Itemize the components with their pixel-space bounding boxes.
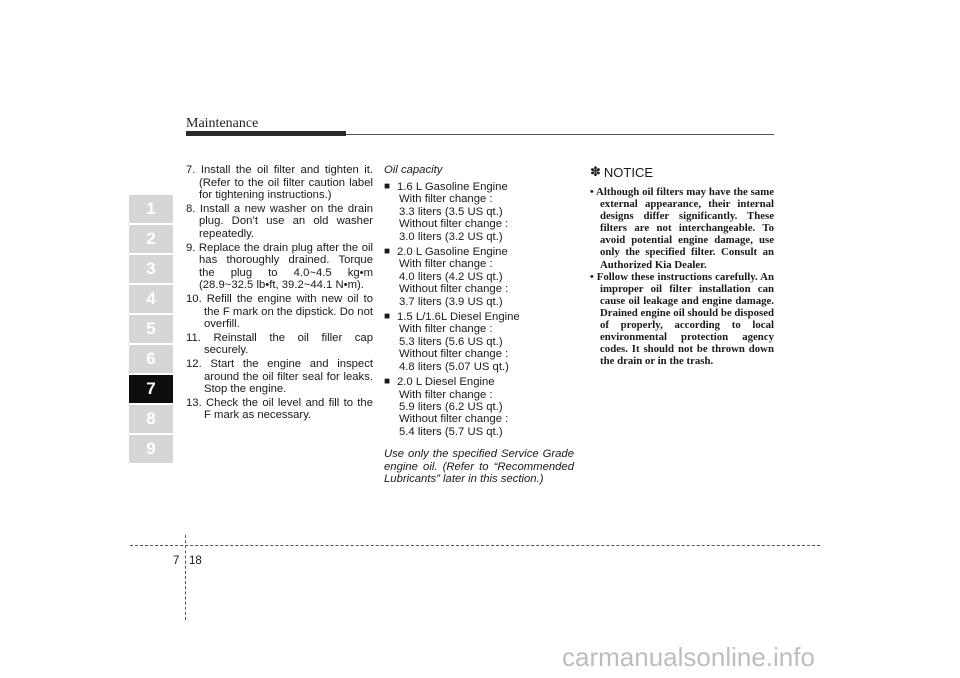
notice-item: • Although oil filters may have the same external appearance, their internal designs differ significantly. These filters are not interchangeable. To avoid potential engine damage, use only the specified filter. Consult an Authorized Kia Dealer. — [590, 186, 774, 271]
step-10: 10. Refill the engine with new oil to the F mark on the dipstick. Do not overfill. — [186, 292, 373, 331]
engine-spec — [384, 246, 574, 308]
notice-column — [590, 164, 774, 367]
page-number: 18 — [189, 555, 202, 567]
step-9: 9. Replace the drain plug after the oil has thoroughly drained. Torque the plug to 4.0~4.5 kg•m (28.9~32.5 lb•ft, 39.2~44.1 N•m). — [186, 241, 373, 292]
chapter-tab-5[interactable]: 5 — [129, 315, 173, 343]
square-bullet-icon: ■ — [384, 181, 391, 192]
step-7: 7. Install the oil filter and tighten it. (Refer to the oil filter caution label for tightening instructions.) — [186, 164, 373, 202]
spec-line: 3.3 liters (3.5 US qt.) — [399, 205, 503, 218]
engine-name: 1.6 L Gasoline Engine — [397, 181, 508, 193]
step-11: 11. Reinstall the oil filler cap securely. — [186, 331, 373, 357]
chapter-tab-1[interactable]: 1 — [129, 195, 173, 223]
chapter-tab-2[interactable]: 2 — [129, 225, 173, 253]
watermark: carmanualsonline.info — [562, 642, 815, 672]
chapter-tab-6[interactable]: 6 — [129, 345, 173, 373]
page-header-title: Maintenance — [186, 116, 259, 131]
footer-rule — [130, 545, 820, 546]
header-rule — [346, 134, 774, 135]
spec-line: Without filter change : — [399, 218, 509, 231]
oil-capacity-column — [384, 164, 574, 486]
procedure-column — [186, 164, 373, 423]
spec-line: Without filter change : — [399, 283, 509, 296]
oil-capacity-title: Oil capacity — [384, 164, 443, 176]
spec-line: 5.4 liters (5.7 US qt.) — [399, 425, 503, 438]
engine-spec — [384, 181, 574, 243]
engine-spec — [384, 311, 574, 373]
square-bullet-icon: ■ — [384, 246, 391, 258]
spec-line: 4.8 liters (5.07 US qt.) — [399, 360, 509, 373]
square-bullet-icon: ■ — [384, 376, 391, 388]
spec-line: Without filter change : — [399, 348, 509, 361]
step-8: 8. Install a new washer on the drain plug. Don’t use an old washer repeatedly. — [186, 202, 373, 240]
procedure-steps — [186, 164, 373, 422]
engine-name: 2.0 L Gasoline Engine — [397, 246, 508, 259]
chapter-tabs — [129, 195, 173, 465]
notice-icon: ✽ — [590, 164, 601, 179]
spec-line: With filter change : — [399, 258, 493, 271]
spec-line: 5.3 liters (5.6 US qt.) — [399, 335, 503, 348]
square-bullet-icon: ■ — [384, 311, 391, 323]
engine-name: 1.5 L/1.6L Diesel Engine — [397, 311, 520, 324]
step-13: 13. Check the oil level and fill to the F mark as necessary. — [186, 396, 373, 422]
notice-title: NOTICE — [603, 164, 654, 180]
spec-line: 3.0 liters (3.2 US qt.) — [399, 230, 503, 243]
chapter-tab-3[interactable]: 3 — [129, 255, 173, 283]
chapter-tab-8[interactable]: 8 — [129, 405, 173, 433]
spec-line: 4.0 liters (4.2 US qt.) — [399, 270, 503, 283]
notice-item: • Follow these instructions carefully. An improper oil filter installation can cause oil leakage and engine damage. Drained engine oil should be disposed of properly, according to local environmental protection agency codes. It should not be thrown down the drain or in the trash. — [590, 270, 774, 368]
spec-line: With filter change : — [399, 193, 493, 206]
header-bar — [186, 131, 346, 136]
oil-grade-note: Use only the specified Service Grade engine oil. (Refer to “Recommended Lubricants” later in this section.) — [384, 448, 574, 486]
chapter-tab-4[interactable]: 4 — [129, 285, 173, 313]
page-section-number: 7 — [173, 555, 180, 567]
step-12: 12. Start the engine and inspect around the oil filter seal for leaks. Stop the engine. — [186, 357, 373, 396]
spec-line: With filter change : — [399, 388, 493, 401]
engine-name: 2.0 L Diesel Engine — [397, 376, 495, 389]
chapter-tab-7-active[interactable]: 7 — [129, 375, 173, 403]
chapter-tab-9[interactable]: 9 — [129, 435, 173, 463]
spec-line: 3.7 liters (3.9 US qt.) — [399, 295, 503, 308]
engine-spec — [384, 376, 574, 438]
spec-line: Without filter change : — [399, 413, 509, 426]
spec-line: 5.9 liters (6.2 US qt.) — [399, 400, 503, 413]
notice-heading — [590, 164, 774, 180]
spec-line: With filter change : — [399, 323, 493, 336]
footer-divider — [185, 535, 186, 620]
